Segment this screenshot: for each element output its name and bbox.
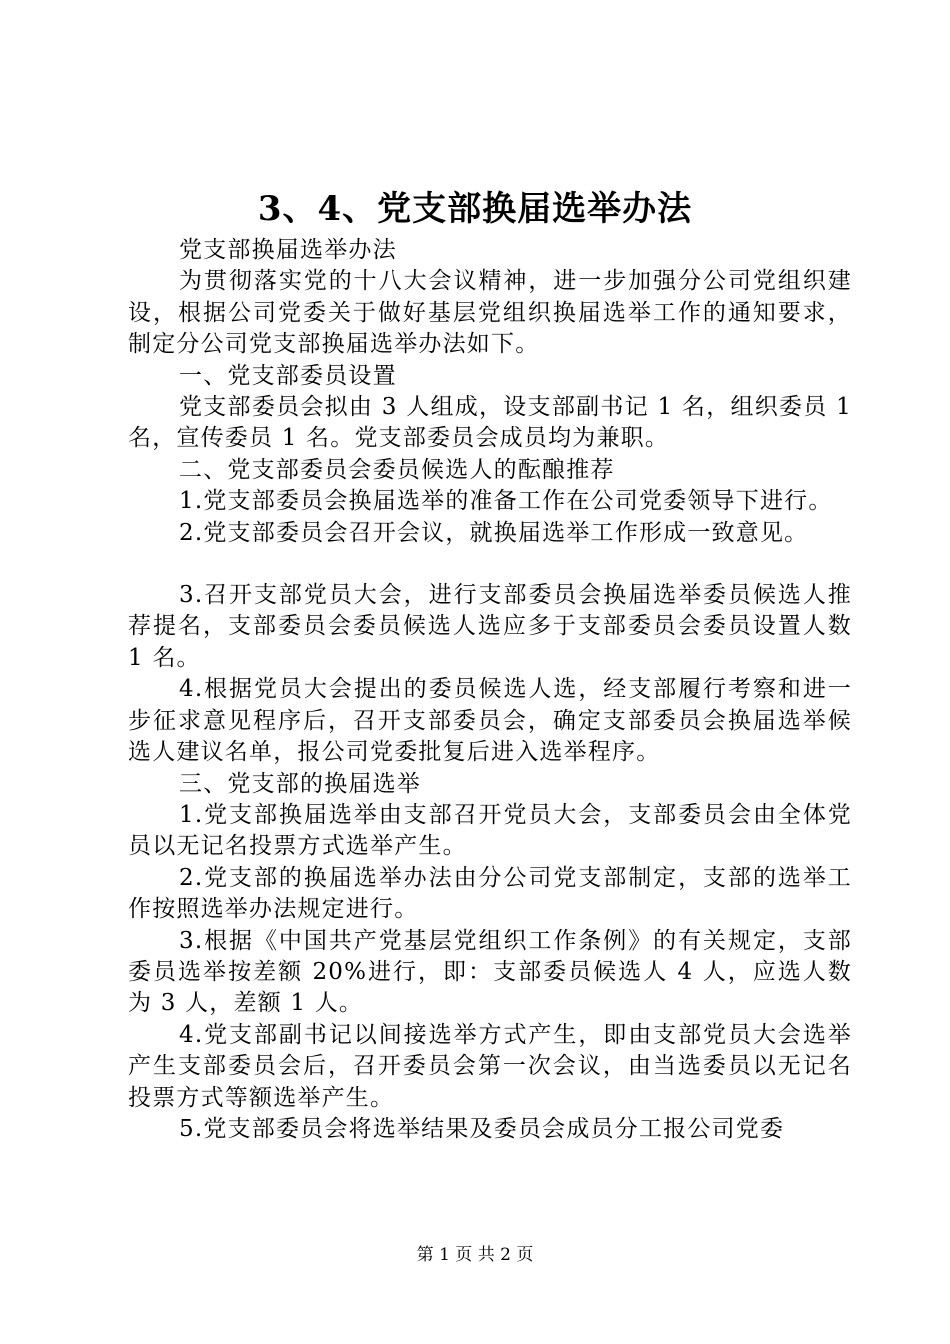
page-footer: 第 1 页 共 2 页 xyxy=(416,1245,534,1265)
section-heading-1: 一、党支部委员设置 xyxy=(179,362,397,389)
paragraph: 1.党支部委员会换届选举的准备工作在公司党委领导下进行。 xyxy=(179,488,833,515)
paragraph: 2.党支部委员会召开会议，就换届选举工作形成一致意见。 xyxy=(179,519,809,546)
section-heading-3: 三、党支部的换届选举 xyxy=(179,770,421,797)
paragraph: 4.党支部副书记以间接选举方式产生，即由支部党员大会选举产生支部委员会后，召开委员会第一次会议，由当选委员以无记名投票方式等额选举产生。 xyxy=(128,1021,852,1111)
section-heading-2: 二、党支部委员会委员候选人的酝酿推荐 xyxy=(179,456,615,483)
document-body xyxy=(128,235,852,1145)
paragraph: 3.召开支部党员大会，进行支部委员会换届选举委员候选人推荐提名，支部委员会委员候选人选应多于支部委员会委员设置人数 1 名。 xyxy=(128,582,852,671)
paragraph: 党支部委员会拟由 3 人组成，设支部副书记 1 名，组织委员 1 名，宣传委员 1 名。党支部委员会成员均为兼职。 xyxy=(128,394,852,452)
paragraph: 3.根据《中国共产党基层党组织工作条例》的有关规定，支部委员选举按差额 20%进行，即：支部委员候选人 4 人，应选人数为 3 人，差额 1 人。 xyxy=(128,927,852,1017)
paragraph-intro: 为贯彻落实党的十八大会议精神，进一步加强分公司党组织建设，根据公司党委关于做好基层党组织换届选举工作的通知要求，制定分公司党支部换届选举办法如下。 xyxy=(128,268,852,358)
paragraph: 5.党支部委员会将选举结果及委员会成员分工报公司党委 xyxy=(179,1115,785,1142)
document-title: 3、4、党支部换届选举办法 xyxy=(257,189,693,229)
paragraph: 1.党支部换届选举由支部召开党员大会，支部委员会由全体党员以无记名投票方式选举产生。 xyxy=(128,801,852,860)
paragraph: 4.根据党员大会提出的委员候选人选，经支部履行考察和进一步征求意见程序后，召开支部委员会，确定支部委员会换届选举候选人建议名单，报公司党委批复后进入选举程序。 xyxy=(128,676,852,766)
paragraph: 2.党支部的换届选举办法由分公司党支部制定，支部的选举工作按照选举办法规定进行。 xyxy=(128,864,852,923)
paragraph-subtitle: 党支部换届选举办法 xyxy=(179,237,397,263)
